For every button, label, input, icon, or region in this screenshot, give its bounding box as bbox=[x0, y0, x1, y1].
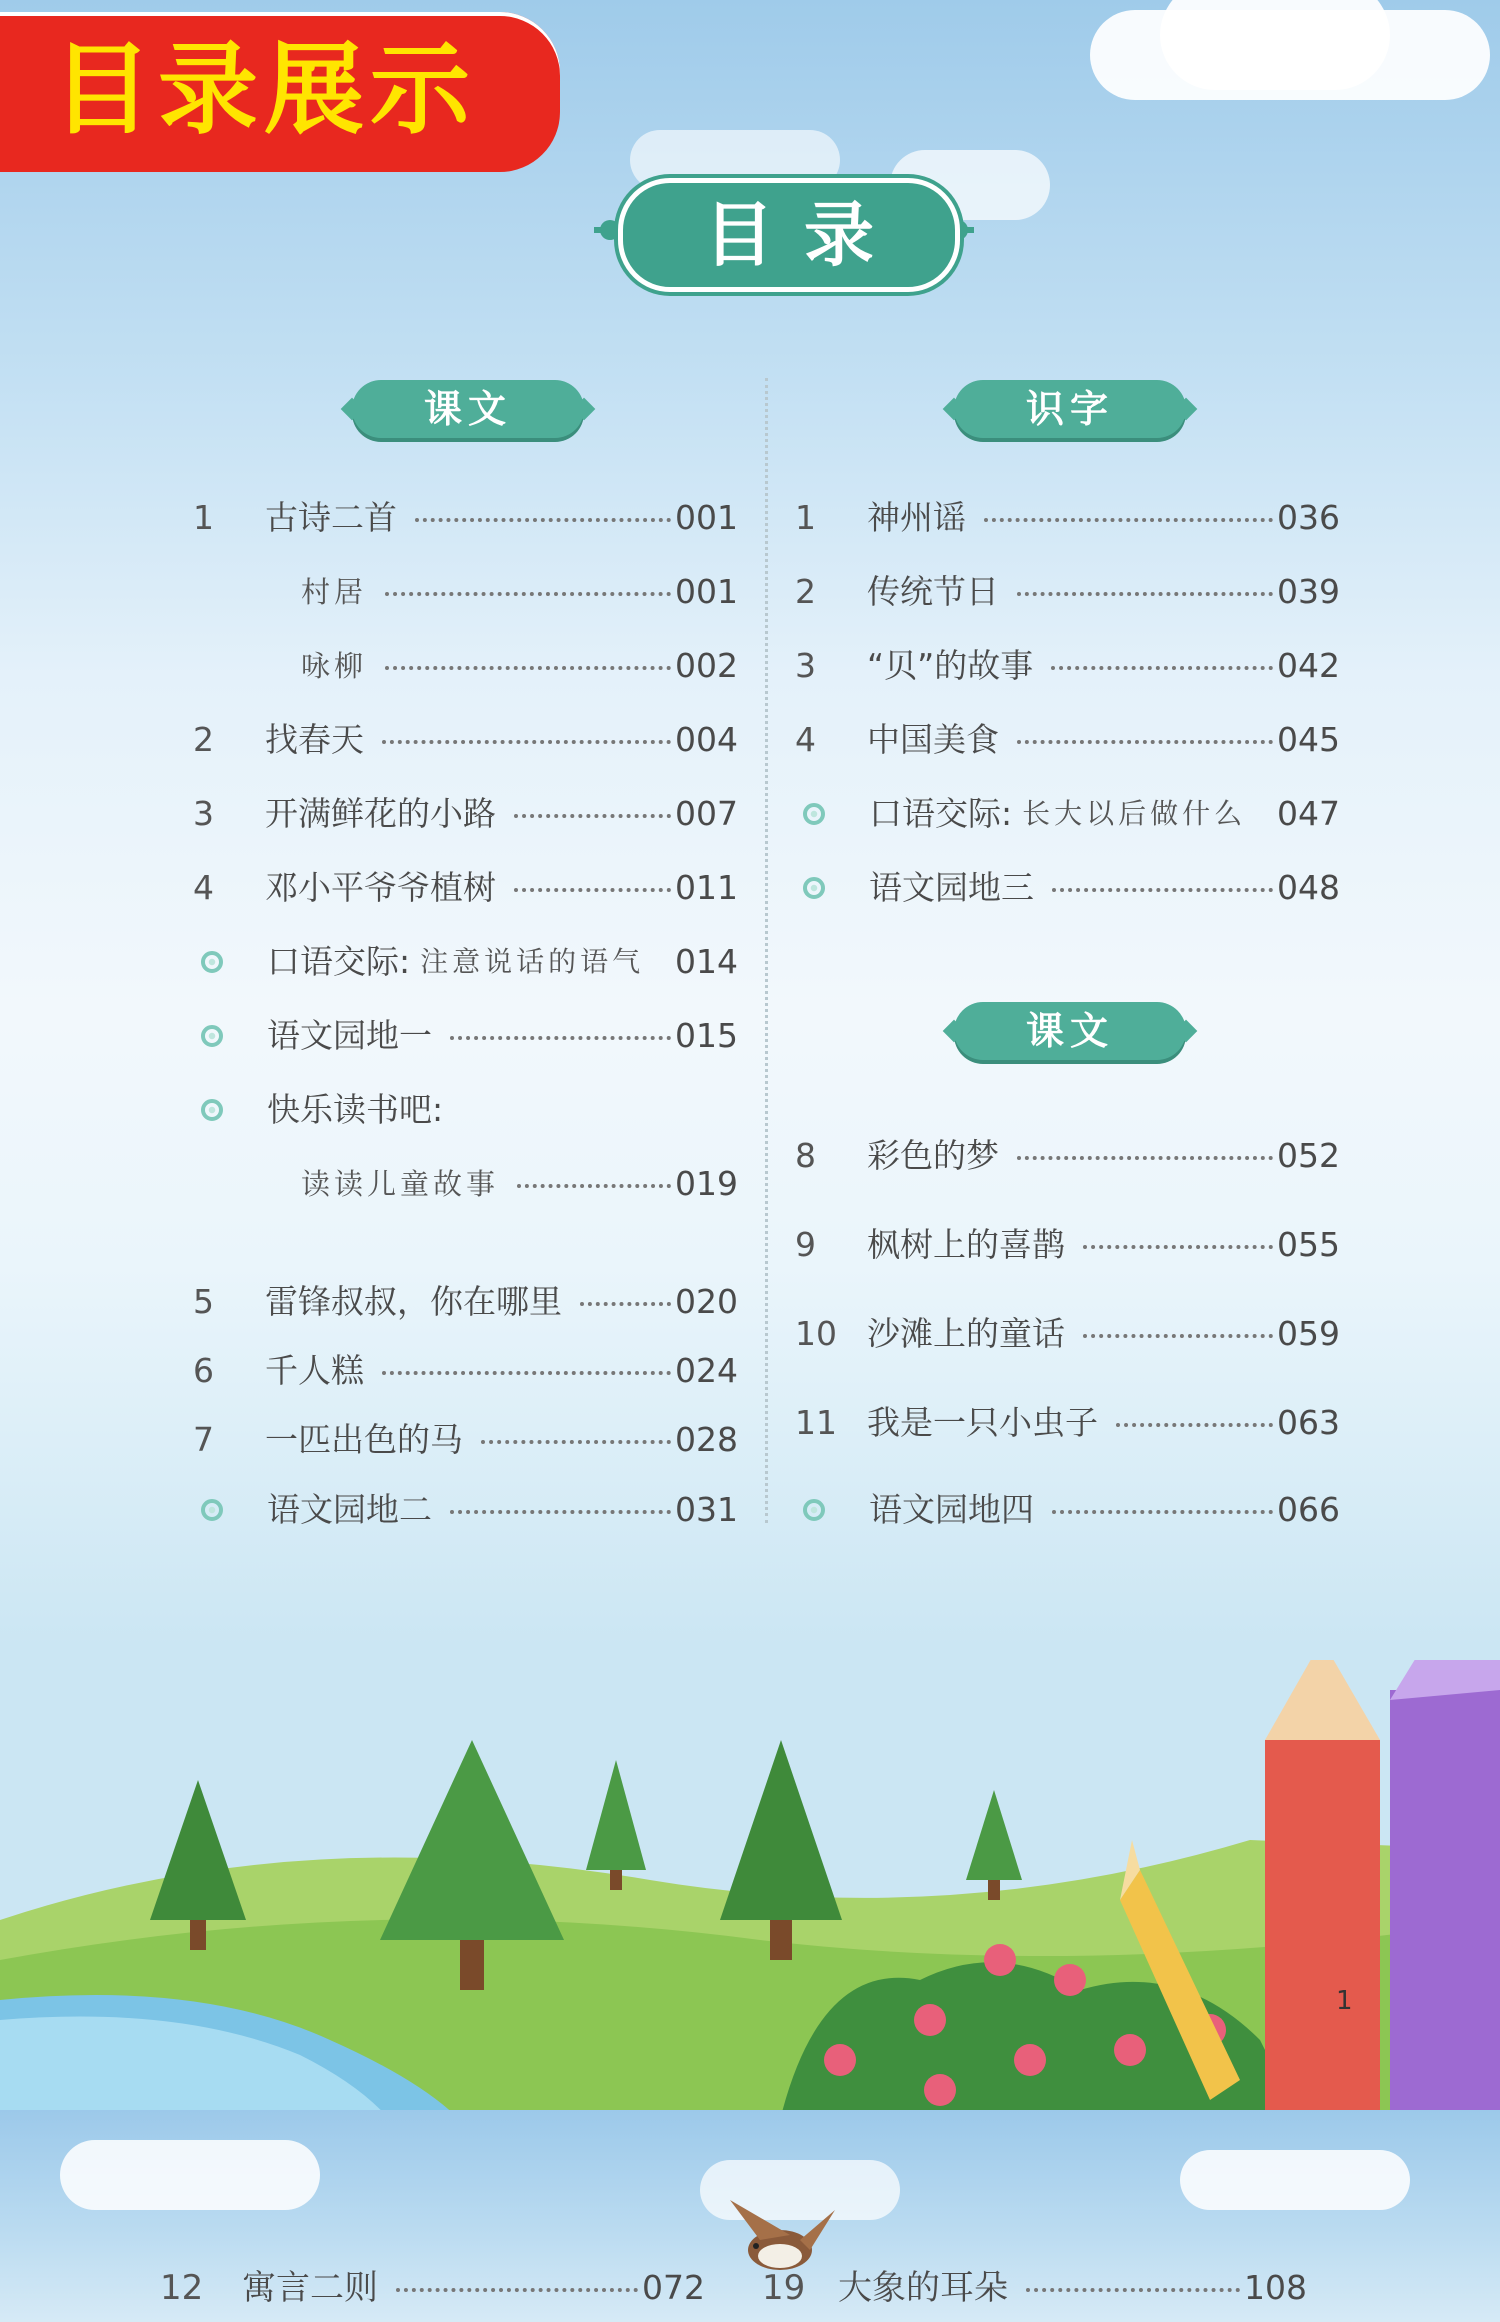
page-number: 1 bbox=[1336, 1986, 1353, 2016]
page-ref: 042 bbox=[1277, 646, 1340, 685]
toc-entry[interactable] bbox=[193, 1485, 738, 1535]
toc-entry[interactable] bbox=[193, 1011, 738, 1061]
leader-dots bbox=[385, 666, 671, 670]
lesson-title: 语文园地一 bbox=[267, 1016, 432, 1055]
page-ref: 019 bbox=[675, 1164, 738, 1203]
section-header-kewen: 课文 bbox=[352, 380, 584, 438]
lesson-number: 2 bbox=[795, 572, 816, 611]
page-ref: 007 bbox=[675, 794, 738, 833]
cloud bbox=[1180, 2150, 1410, 2210]
toc-entry[interactable] bbox=[795, 1220, 1340, 1270]
lesson-number: 3 bbox=[795, 646, 816, 685]
page-ref: 072 bbox=[642, 2268, 705, 2307]
lesson-title: 快乐读书吧: bbox=[267, 1090, 444, 1129]
page-ref: 011 bbox=[675, 868, 738, 907]
lesson-number: 3 bbox=[193, 794, 214, 833]
leader-dots bbox=[382, 1371, 671, 1375]
lesson-title: 大象的耳朵 bbox=[838, 2268, 1008, 2308]
leader-dots bbox=[1026, 2288, 1240, 2292]
page-ref: 063 bbox=[1277, 1403, 1340, 1442]
pencil-icon bbox=[1265, 1660, 1380, 2110]
leader-dots bbox=[514, 814, 671, 818]
lesson-title: 枫树上的喜鹊 bbox=[867, 1225, 1065, 1264]
leader-dots bbox=[1116, 1423, 1273, 1427]
page-ref: 047 bbox=[1277, 794, 1340, 833]
title-inner bbox=[618, 178, 960, 292]
toc-entry[interactable] bbox=[795, 567, 1340, 617]
page-ref: 052 bbox=[1277, 1136, 1340, 1175]
lesson-number: 1 bbox=[795, 498, 816, 537]
toc-entry[interactable] bbox=[193, 1415, 738, 1465]
lesson-subtitle: 注意说话的语气 bbox=[420, 945, 645, 978]
pencil-icon bbox=[1390, 1660, 1500, 2110]
bullet-icon bbox=[803, 1499, 825, 1521]
toc-entry[interactable] bbox=[193, 1346, 738, 1396]
lesson-number: 5 bbox=[193, 1282, 214, 1321]
lesson-title: 彩色的梦 bbox=[867, 1136, 999, 1175]
page-ref: 014 bbox=[675, 942, 738, 981]
leader-dots bbox=[517, 1184, 671, 1188]
toc-title-badge bbox=[590, 168, 978, 292]
toc-entry[interactable] bbox=[795, 789, 1340, 839]
cloud bbox=[1160, 0, 1390, 90]
cloud bbox=[60, 2140, 320, 2210]
leader-dots bbox=[1017, 592, 1273, 596]
toc-entry[interactable] bbox=[193, 1277, 738, 1327]
bullet-icon bbox=[803, 877, 825, 899]
page-ref: 031 bbox=[675, 1490, 738, 1529]
bullet-icon bbox=[201, 951, 223, 973]
section-header-kewen-2: 课文 bbox=[954, 1002, 1186, 1060]
page-ref: 002 bbox=[675, 646, 738, 685]
toc-entry[interactable] bbox=[193, 789, 738, 839]
leader-dots bbox=[1083, 1245, 1273, 1249]
page-ref: 045 bbox=[1277, 720, 1340, 759]
toc-entry[interactable] bbox=[795, 641, 1340, 691]
lesson-number: 11 bbox=[795, 1403, 837, 1442]
lesson-number: 8 bbox=[795, 1136, 816, 1175]
leader-dots bbox=[382, 740, 671, 744]
lesson-title: 雷锋叔叔，你在哪里 bbox=[265, 1282, 562, 1321]
page-ref: 004 bbox=[675, 720, 738, 759]
tree-icon bbox=[966, 1790, 1022, 1900]
toc-entry[interactable] bbox=[795, 1485, 1340, 1535]
lesson-title: 千人糕 bbox=[265, 1351, 364, 1390]
lesson-title: 沙滩上的童话 bbox=[867, 1314, 1065, 1353]
bullet-icon bbox=[201, 1025, 223, 1047]
lesson-number: 4 bbox=[193, 868, 214, 907]
lesson-number: 10 bbox=[795, 1314, 837, 1353]
lesson-number: 19 bbox=[762, 2268, 806, 2308]
toc-entry[interactable] bbox=[193, 715, 738, 765]
lesson-number: 12 bbox=[160, 2268, 204, 2308]
toc-entry[interactable] bbox=[193, 863, 738, 913]
promo-banner bbox=[0, 12, 560, 172]
page-ref: 036 bbox=[1277, 498, 1340, 537]
leader-dots bbox=[1083, 1334, 1273, 1338]
toc-entry[interactable] bbox=[193, 567, 738, 617]
toc-entry[interactable] bbox=[795, 715, 1340, 765]
lesson-number: 1 bbox=[193, 498, 214, 537]
lesson-title: 寓言二则 bbox=[242, 2268, 378, 2308]
page-ref: 020 bbox=[675, 1282, 738, 1321]
lesson-title: 中国美食 bbox=[867, 720, 999, 759]
leader-dots bbox=[1052, 1510, 1273, 1514]
leader-dots bbox=[1052, 888, 1273, 892]
leader-dots bbox=[514, 888, 671, 892]
next-page-right-entry bbox=[762, 2258, 1307, 2318]
lesson-title: 语文园地四 bbox=[869, 1490, 1034, 1529]
section-header-shizi: 识字 bbox=[954, 380, 1186, 438]
leader-dots bbox=[481, 1440, 671, 1444]
next-page-left-entry bbox=[160, 2258, 705, 2318]
lesson-number: 7 bbox=[193, 1420, 214, 1459]
page-ref: 066 bbox=[1277, 1490, 1340, 1529]
page-ref: 039 bbox=[1277, 572, 1340, 611]
toc-entry[interactable] bbox=[795, 1398, 1340, 1448]
leader-dots bbox=[1051, 666, 1273, 670]
lesson-title: “贝”的故事 bbox=[867, 646, 1034, 685]
lesson-title: 咏柳 bbox=[301, 649, 368, 683]
lesson-title: 古诗二首 bbox=[265, 498, 397, 537]
page-ref: 001 bbox=[675, 572, 738, 611]
lesson-number: 6 bbox=[193, 1351, 214, 1390]
landscape-illustration bbox=[0, 1660, 1500, 2110]
lesson-title: 一匹出色的马 bbox=[265, 1420, 463, 1459]
lesson-title: 语文园地二 bbox=[267, 1490, 432, 1529]
lesson-title: 神州谣 bbox=[867, 498, 966, 537]
lesson-number: 2 bbox=[193, 720, 214, 759]
page-ref: 048 bbox=[1277, 868, 1340, 907]
lesson-title: 找春天 bbox=[265, 720, 364, 759]
lesson-title: 我是一只小虫子 bbox=[867, 1403, 1098, 1442]
lesson-title: 口语交际: bbox=[267, 942, 411, 981]
lesson-title: 邓小平爷爷植树 bbox=[265, 868, 496, 907]
toc-entry[interactable] bbox=[795, 1309, 1340, 1359]
leader-dots bbox=[396, 2288, 638, 2292]
tree-icon bbox=[586, 1760, 646, 1890]
toc-entry[interactable] bbox=[193, 937, 738, 987]
page-ref: 055 bbox=[1277, 1225, 1340, 1264]
lesson-title: 开满鲜花的小路 bbox=[265, 794, 496, 833]
leader-dots bbox=[385, 592, 671, 596]
leader-dots bbox=[580, 1302, 671, 1306]
lesson-title: 语文园地三 bbox=[869, 868, 1034, 907]
lesson-subtitle: 长大以后做什么 bbox=[1022, 797, 1247, 830]
toc-entry[interactable] bbox=[193, 1159, 738, 1209]
bullet-icon bbox=[803, 803, 825, 825]
toc-entry[interactable] bbox=[193, 641, 738, 691]
leader-dots bbox=[415, 518, 671, 522]
bullet-icon bbox=[201, 1499, 223, 1521]
lesson-title: 村居 bbox=[301, 575, 368, 609]
bullet-icon bbox=[201, 1099, 223, 1121]
lesson-number: 4 bbox=[795, 720, 816, 759]
leader-dots bbox=[984, 518, 1273, 522]
page-ref: 001 bbox=[675, 498, 738, 537]
leader-dots bbox=[1017, 1156, 1273, 1160]
page-ref: 024 bbox=[675, 1351, 738, 1390]
leader-dots bbox=[450, 1036, 671, 1040]
toc-entry[interactable] bbox=[193, 493, 738, 543]
leader-dots bbox=[450, 1510, 671, 1514]
banner-text: 目录展示 bbox=[52, 31, 476, 148]
lesson-title: 传统节日 bbox=[867, 572, 999, 611]
page-title: 目录 bbox=[704, 194, 904, 276]
lesson-title: 口语交际: bbox=[869, 794, 1013, 833]
page-ref: 059 bbox=[1277, 1314, 1340, 1353]
page-ref: 108 bbox=[1244, 2268, 1307, 2307]
toc-entry[interactable] bbox=[795, 493, 1340, 543]
page-ref: 015 bbox=[675, 1016, 738, 1055]
toc-entry[interactable] bbox=[193, 1085, 738, 1135]
toc-entry[interactable] bbox=[795, 1131, 1340, 1181]
lesson-number: 9 bbox=[795, 1225, 816, 1264]
lesson-title: 读读儿童故事 bbox=[301, 1167, 500, 1201]
toc-entry[interactable] bbox=[795, 863, 1340, 913]
column-divider bbox=[765, 378, 768, 1523]
page-ref: 028 bbox=[675, 1420, 738, 1459]
leader-dots bbox=[1017, 740, 1273, 744]
